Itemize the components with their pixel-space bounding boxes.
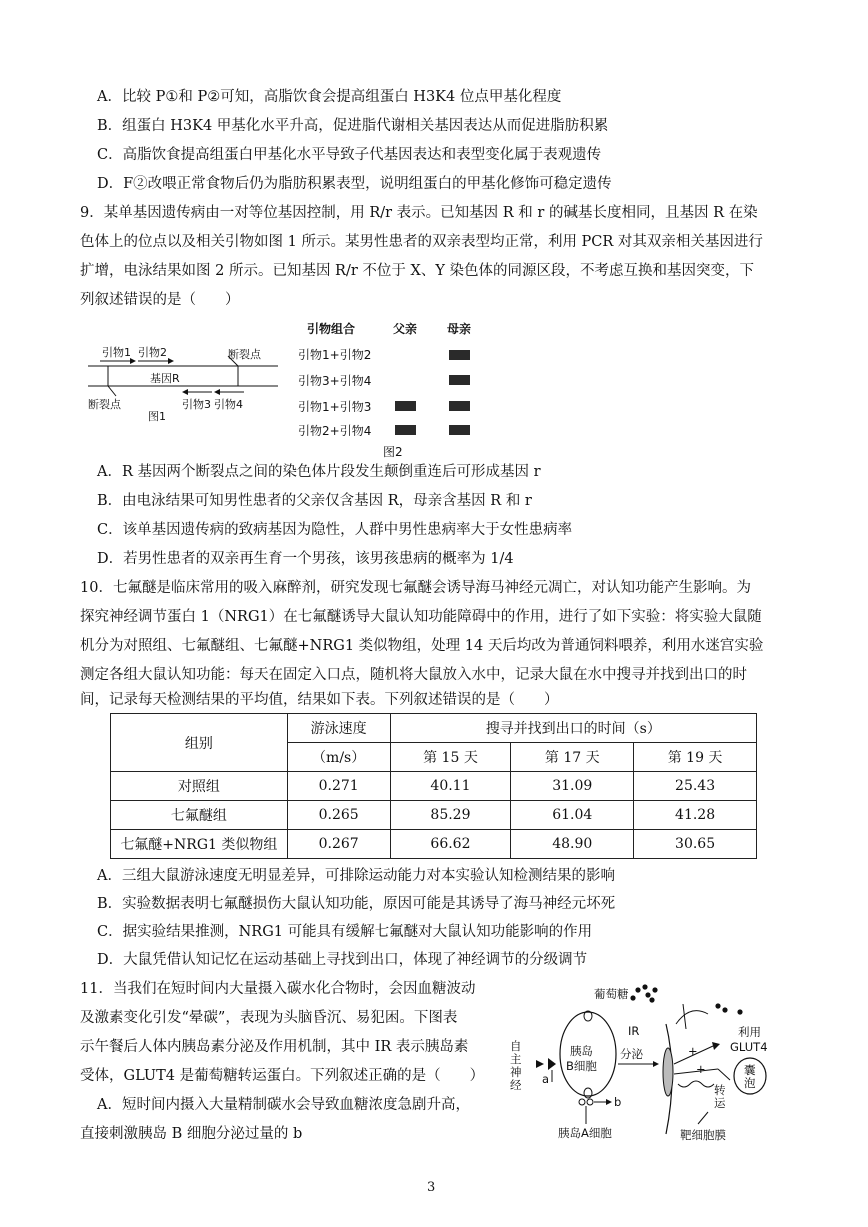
insulin-mechanism-figure xyxy=(508,984,790,1144)
vesicle-char: 泡 xyxy=(744,1076,756,1090)
table-header-day15: 第 15 天 xyxy=(390,743,511,772)
mother-band-row3 xyxy=(449,401,470,411)
label-a: a xyxy=(542,1072,550,1086)
q11-stem-line: 受体，GLUT4 是葡萄糖转运蛋白。下列叙述正确的是（ ） xyxy=(80,1068,485,1084)
table-row xyxy=(111,830,757,859)
fig2-header-primer-combo: 引物组合 xyxy=(307,322,356,336)
figure-2-caption: 图2 xyxy=(383,445,403,459)
primer-1-label: 引物1 xyxy=(102,346,131,359)
primer-3-label: 引物3 xyxy=(182,398,211,411)
table-cell-d17: 31.09 xyxy=(511,772,634,801)
table-cell-d15: 40.11 xyxy=(390,772,511,801)
table-cell-d19: 41.28 xyxy=(634,801,757,830)
beta-cell-line: 胰岛 xyxy=(569,1044,593,1058)
q9-stem-line: 列叙述错误的是（ ） xyxy=(80,292,240,308)
table-cell-group: 对照组 xyxy=(111,772,288,801)
q9-option-b: B．由电泳结果可知男性患者的父亲仅含基因 R，母亲含基因 R 和 r xyxy=(97,493,532,509)
q10-stem-line: 测定各组大鼠认知功能：每天在固定入口点，随机将大鼠放入水中，记录大鼠在水中搜寻并找到出口的时 xyxy=(80,667,747,683)
plus-sign: + xyxy=(696,1062,706,1076)
table-header-time: 搜寻并找到出口的时间（s） xyxy=(390,714,756,743)
ir-label: IR xyxy=(628,1024,640,1038)
q10-stem-line: 机分为对照组、七氟醚组、七氟醚+NRG1 类似物组，处理 14 天后均改为普通饲料喂养，利用水迷宫实验 xyxy=(80,638,764,654)
page-number: 3 xyxy=(427,1180,436,1195)
vesicle-label xyxy=(744,1064,756,1090)
label-b: b xyxy=(614,1095,622,1109)
q10-stem-line: 间，记录每天检测结果的平均值，结果如下表。下列叙述错误的是（ ） xyxy=(80,692,559,708)
nerve-char: 主 xyxy=(510,1052,522,1066)
target-membrane-label: 靶细胞膜 xyxy=(680,1128,726,1142)
table-cell-d19: 25.43 xyxy=(634,772,757,801)
q11-stem-line: 11．当我们在短时间内大量摄入碳水化合物时，会因血糖波动 xyxy=(80,981,476,997)
q10-option-d: D．大鼠凭借认知记忆在运动基础上寻找到出口，体现了神经调节的分级调节 xyxy=(97,952,588,968)
primer-4-label: 引物4 xyxy=(214,398,243,411)
q10-stem-line: 10．七氟醚是临床常用的吸入麻醉剂，研究发现七氟醚会诱导海马神经元凋亡，对认知功能产生影响。为 xyxy=(80,580,751,596)
father-band-row4 xyxy=(395,425,416,435)
fig2-row-label: 引物1+引物3 xyxy=(298,400,372,414)
table-header-group: 组别 xyxy=(111,714,288,772)
break-point-right-label: 断裂点 xyxy=(228,348,261,361)
table-cell-speed: 0.265 xyxy=(287,801,390,830)
fig2-row-label: 引物3+引物4 xyxy=(298,374,372,388)
primer-2-label: 引物2 xyxy=(138,346,167,359)
speed-header-text: 游泳速度 xyxy=(310,721,367,737)
q9-stem-line: 9．某单基因遗传病由一对等位基因控制，用 R/r 表示。已知基因 R 和 r 的碱基长度相同，且基因 R 在染 xyxy=(80,205,758,221)
table-header-day17: 第 17 天 xyxy=(511,743,634,772)
q11-option-a-line: A．短时间内摄入大量精制碳水会导致血糖浓度急剧升高， xyxy=(97,1097,470,1113)
vesicle-char: 囊 xyxy=(744,1063,756,1077)
table-cell-d19: 30.65 xyxy=(634,830,757,859)
fig2-header-father: 父亲 xyxy=(393,322,418,336)
nerve-char: 神 xyxy=(510,1065,522,1079)
table-cell-speed: 0.271 xyxy=(287,772,390,801)
transport-char: 运 xyxy=(714,1096,726,1110)
fig2-row-label: 引物2+引物4 xyxy=(298,424,372,438)
mother-band-row4 xyxy=(449,425,470,435)
beta-cell-line: B细胞 xyxy=(566,1059,597,1073)
table-cell-d15: 85.29 xyxy=(390,801,511,830)
fig2-header-mother: 母亲 xyxy=(447,322,472,336)
use-label: 利用 xyxy=(738,1025,761,1039)
q11-stem-line: 示午餐后人体内胰岛素分泌及作用机制，其中 IR 表示胰岛素 xyxy=(80,1039,469,1055)
q9-option-a: A．R 基因两个断裂点之间的染色体片段发生颠倒重连后可形成基因 r xyxy=(97,464,541,480)
q8-option-d: D．F②改喂正常食物后仍为脂肪积累表型，说明组蛋白的甲基化修饰可稳定遗传 xyxy=(97,176,612,192)
table-cell-speed: 0.267 xyxy=(287,830,390,859)
table-cell-d17: 48.90 xyxy=(511,830,634,859)
mother-band-row2 xyxy=(449,375,470,385)
q10-option-a: A．三组大鼠游泳速度无明显差异，可排除运动能力对本实验认知检测结果的影响 xyxy=(97,868,615,884)
q9-option-d: D．若男性患者的双亲再生育一个男孩，该男孩患病的概率为 1/4 xyxy=(97,551,514,567)
q9-stem-line: 色体上的位点以及相关引物如图 1 所示。某男性患者的双亲表型均正常，利用 PCR 对其双亲相关基因进行 xyxy=(80,234,763,250)
q10-results-table xyxy=(110,713,757,859)
mother-band-row1 xyxy=(449,350,470,360)
table-row xyxy=(111,801,757,830)
table-header-speed xyxy=(287,714,390,743)
break-point-left-label: 断裂点 xyxy=(88,398,121,411)
secrete-label: 分泌 xyxy=(620,1047,643,1061)
nerve-char: 经 xyxy=(510,1078,522,1092)
transport-label xyxy=(714,1084,726,1110)
q8-option-a: A．比较 P①和 P②可知，高脂饮食会提高组蛋白 H3K4 位点甲基化程度 xyxy=(97,89,562,105)
autonomic-nerve-label xyxy=(510,1040,522,1092)
alpha-cell-label: 胰岛A细胞 xyxy=(558,1126,612,1140)
figure-2-electrophoresis xyxy=(295,318,510,458)
glut4-label: GLUT4 xyxy=(730,1040,768,1054)
table-cell-group: 七氟醚+NRG1 类似物组 xyxy=(111,830,288,859)
figure-1-gene-diagram xyxy=(88,340,288,425)
beta-cell-label xyxy=(566,1044,597,1074)
table-cell-d17: 61.04 xyxy=(511,801,634,830)
table-row xyxy=(111,772,757,801)
father-band-row3 xyxy=(395,401,416,411)
transport-char: 转 xyxy=(714,1083,726,1097)
q9-option-c: C．该单基因遗传病的致病基因为隐性，人群中男性患病率大于女性患病率 xyxy=(97,522,573,538)
table-cell-group: 七氟醚组 xyxy=(111,801,288,830)
q9-stem-line: 扩增，电泳结果如图 2 所示。已知基因 R/r 不位于 X、Y 染色体的同源区段，不考虑互换和基因突变，下 xyxy=(80,263,755,279)
gene-r-label: 基因R xyxy=(150,372,180,385)
figure-1-caption: 图1 xyxy=(148,410,166,423)
nerve-char: 自 xyxy=(510,1039,522,1053)
table-cell-d15: 66.62 xyxy=(390,830,511,859)
fig2-row-label: 引物1+引物2 xyxy=(298,348,372,362)
plus-sign: + xyxy=(688,1044,698,1058)
q10-stem-line: 探究神经调节蛋白 1（NRG1）在七氟醚诱导大鼠认知功能障碍中的作用，进行了如下实验：将实验大鼠随 xyxy=(80,609,762,625)
q8-option-b: B．组蛋白 H3K4 甲基化水平升高，促进脂代谢相关基因表达从而促进脂肪积累 xyxy=(97,118,609,134)
q11-stem-line: 及激素变化引发“晕碳”，表现为头脑昏沉、易犯困。下图表 xyxy=(80,1010,458,1026)
table-header-speed-unit: （m/s） xyxy=(287,743,390,772)
table-header-day19: 第 19 天 xyxy=(634,743,757,772)
q10-option-c: C．据实验结果推测，NRG1 可能具有缓解七氟醚对大鼠认知功能影响的作用 xyxy=(97,924,593,940)
q11-option-a-line: 直接刺激胰岛 B 细胞分泌过量的 b xyxy=(80,1126,303,1142)
q10-option-b: B．实验数据表明七氟醚损伤大鼠认知功能，原因可能是其诱导了海马神经元坏死 xyxy=(97,896,616,912)
q8-option-c: C．高脂饮食提高组蛋白甲基化水平导致子代基因表达和表型变化属于表观遗传 xyxy=(97,147,602,163)
glucose-label: 葡萄糖 xyxy=(594,987,629,1001)
